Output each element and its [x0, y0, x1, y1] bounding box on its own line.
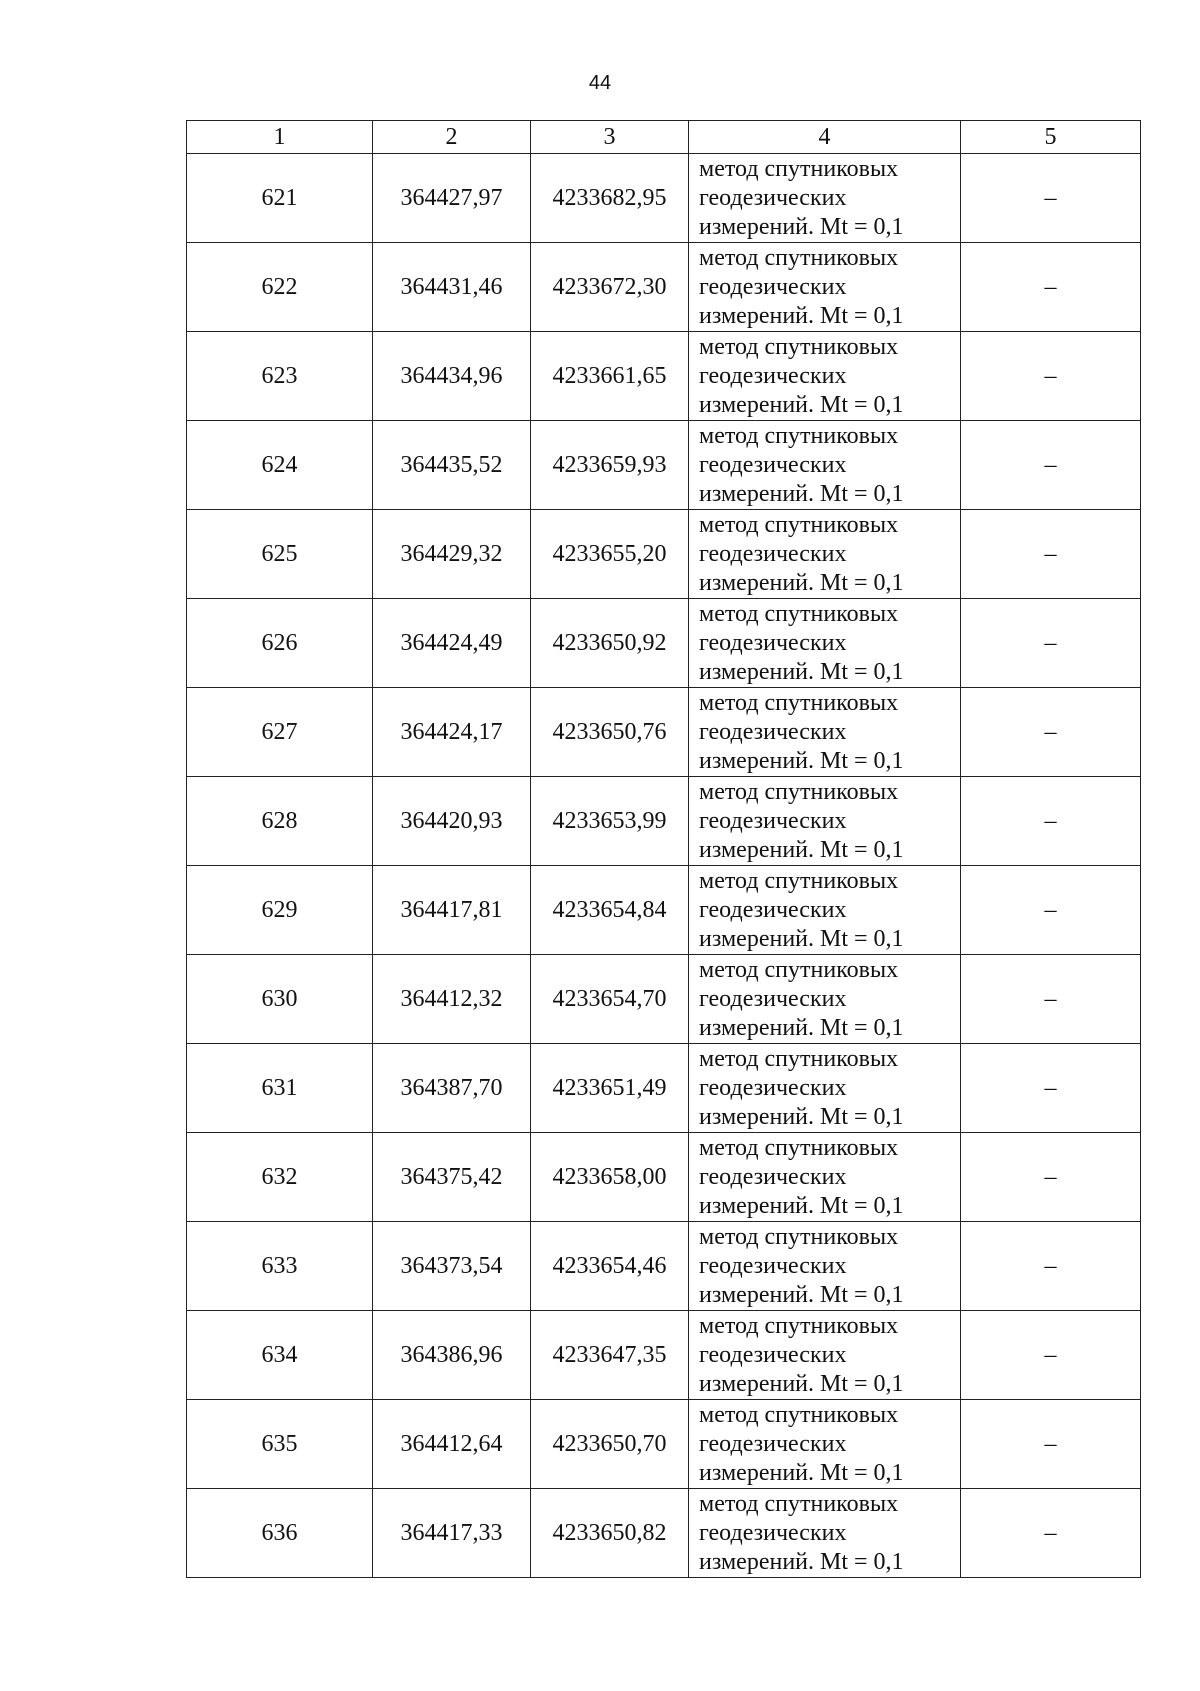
method-cell: [689, 1222, 961, 1311]
coordinates-table: [186, 120, 1141, 1578]
note-cell: –: [961, 332, 1141, 421]
method-line: метод спутниковых: [699, 956, 899, 983]
method-line: измерений. Mt = 0,1: [699, 658, 904, 685]
method-cell: [689, 599, 961, 688]
method-line: измерений. Mt = 0,1: [699, 302, 904, 329]
method-cell: [689, 154, 961, 243]
method-line: измерений. Mt = 0,1: [699, 569, 904, 596]
method-line: геодезических: [699, 1252, 847, 1279]
note-cell: –: [961, 1133, 1141, 1222]
y-coordinate-cell: 4233658,00: [531, 1133, 689, 1222]
table-row: [187, 688, 1141, 777]
method-cell: [689, 510, 961, 599]
method-line: измерений. Mt = 0,1: [699, 1281, 904, 1308]
method-line: измерений. Mt = 0,1: [699, 391, 904, 418]
y-coordinate-cell: 4233654,70: [531, 955, 689, 1044]
method-cell: [689, 777, 961, 866]
point-number-cell: 631: [187, 1044, 373, 1133]
note-cell: –: [961, 1222, 1141, 1311]
x-coordinate-cell: 364387,70: [373, 1044, 531, 1133]
method-cell: [689, 688, 961, 777]
method-line: измерений. Mt = 0,1: [699, 1370, 904, 1397]
y-coordinate-cell: 4233654,46: [531, 1222, 689, 1311]
method-cell: [689, 421, 961, 510]
method-line: геодезических: [699, 985, 847, 1012]
method-line: метод спутниковых: [699, 244, 899, 271]
method-line: метод спутниковых: [699, 333, 899, 360]
method-line: измерений. Mt = 0,1: [699, 1014, 904, 1041]
note-cell: –: [961, 421, 1141, 510]
method-line: измерений. Mt = 0,1: [699, 480, 904, 507]
point-number-cell: 630: [187, 955, 373, 1044]
method-line: метод спутниковых: [699, 600, 899, 627]
table-row: [187, 154, 1141, 243]
y-coordinate-cell: 4233650,70: [531, 1400, 689, 1489]
y-coordinate-cell: 4233650,82: [531, 1489, 689, 1578]
method-line: измерений. Mt = 0,1: [699, 1192, 904, 1219]
note-cell: –: [961, 1489, 1141, 1578]
y-coordinate-cell: 4233650,76: [531, 688, 689, 777]
method-line: геодезических: [699, 1074, 847, 1101]
table-row: [187, 1311, 1141, 1400]
method-cell: [689, 1044, 961, 1133]
note-cell: –: [961, 777, 1141, 866]
x-coordinate-cell: 364427,97: [373, 154, 531, 243]
table-row: [187, 1044, 1141, 1133]
method-line: метод спутниковых: [699, 778, 899, 805]
method-line: геодезических: [699, 807, 847, 834]
header-cell-3: 3: [531, 121, 689, 154]
note-cell: –: [961, 1044, 1141, 1133]
y-coordinate-cell: 4233661,65: [531, 332, 689, 421]
method-line: геодезических: [699, 1341, 847, 1368]
header-row: [187, 121, 1141, 154]
method-line: метод спутниковых: [699, 689, 899, 716]
note-cell: –: [961, 955, 1141, 1044]
method-line: измерений. Mt = 0,1: [699, 1459, 904, 1486]
y-coordinate-cell: 4233647,35: [531, 1311, 689, 1400]
note-cell: –: [961, 510, 1141, 599]
point-number-cell: 626: [187, 599, 373, 688]
x-coordinate-cell: 364434,96: [373, 332, 531, 421]
method-line: метод спутниковых: [699, 1134, 899, 1161]
method-line: геодезических: [699, 273, 847, 300]
method-cell: [689, 1311, 961, 1400]
method-cell: [689, 332, 961, 421]
table-row: [187, 866, 1141, 955]
method-line: метод спутниковых: [699, 422, 899, 449]
method-line: геодезических: [699, 629, 847, 656]
page-number: 44: [588, 72, 612, 94]
method-line: метод спутниковых: [699, 1490, 899, 1517]
note-cell: –: [961, 1311, 1141, 1400]
method-line: геодезических: [699, 540, 847, 567]
x-coordinate-cell: 364424,17: [373, 688, 531, 777]
note-cell: –: [961, 154, 1141, 243]
y-coordinate-cell: 4233651,49: [531, 1044, 689, 1133]
coordinates-table-container: [186, 120, 1140, 1578]
table-row: [187, 510, 1141, 599]
method-line: геодезических: [699, 184, 847, 211]
method-line: измерений. Mt = 0,1: [699, 1103, 904, 1130]
header-cell-4: 4: [689, 121, 961, 154]
method-cell: [689, 243, 961, 332]
point-number-cell: 629: [187, 866, 373, 955]
method-cell: [689, 1133, 961, 1222]
method-line: метод спутниковых: [699, 1401, 899, 1428]
table-row: [187, 332, 1141, 421]
table-body: [187, 154, 1141, 1578]
x-coordinate-cell: 364424,49: [373, 599, 531, 688]
y-coordinate-cell: 4233672,30: [531, 243, 689, 332]
header-cell-2: 2: [373, 121, 531, 154]
note-cell: –: [961, 866, 1141, 955]
x-coordinate-cell: 364412,32: [373, 955, 531, 1044]
x-coordinate-cell: 364417,33: [373, 1489, 531, 1578]
x-coordinate-cell: 364431,46: [373, 243, 531, 332]
note-cell: –: [961, 243, 1141, 332]
table-row: [187, 599, 1141, 688]
y-coordinate-cell: 4233659,93: [531, 421, 689, 510]
y-coordinate-cell: 4233654,84: [531, 866, 689, 955]
method-line: метод спутниковых: [699, 1223, 899, 1250]
method-line: измерений. Mt = 0,1: [699, 747, 904, 774]
table-row: [187, 1133, 1141, 1222]
table-row: [187, 1400, 1141, 1489]
y-coordinate-cell: 4233655,20: [531, 510, 689, 599]
table-row: [187, 1222, 1141, 1311]
method-line: геодезических: [699, 896, 847, 923]
x-coordinate-cell: 364412,64: [373, 1400, 531, 1489]
header-cell-5: 5: [961, 121, 1141, 154]
method-cell: [689, 955, 961, 1044]
point-number-cell: 621: [187, 154, 373, 243]
x-coordinate-cell: 364420,93: [373, 777, 531, 866]
x-coordinate-cell: 364429,32: [373, 510, 531, 599]
x-coordinate-cell: 364435,52: [373, 421, 531, 510]
table-header: [187, 121, 1141, 154]
point-number-cell: 634: [187, 1311, 373, 1400]
method-line: геодезических: [699, 1163, 847, 1190]
x-coordinate-cell: 364373,54: [373, 1222, 531, 1311]
point-number-cell: 622: [187, 243, 373, 332]
method-line: метод спутниковых: [699, 1045, 899, 1072]
point-number-cell: 628: [187, 777, 373, 866]
method-cell: [689, 866, 961, 955]
method-cell: [689, 1400, 961, 1489]
point-number-cell: 625: [187, 510, 373, 599]
point-number-cell: 627: [187, 688, 373, 777]
point-number-cell: 633: [187, 1222, 373, 1311]
table-row: [187, 243, 1141, 332]
method-line: измерений. Mt = 0,1: [699, 213, 904, 240]
x-coordinate-cell: 364386,96: [373, 1311, 531, 1400]
table-row: [187, 955, 1141, 1044]
method-line: метод спутниковых: [699, 867, 899, 894]
method-line: геодезических: [699, 718, 847, 745]
method-line: геодезических: [699, 1519, 847, 1546]
method-line: геодезических: [699, 451, 847, 478]
point-number-cell: 623: [187, 332, 373, 421]
point-number-cell: 636: [187, 1489, 373, 1578]
x-coordinate-cell: 364417,81: [373, 866, 531, 955]
y-coordinate-cell: 4233682,95: [531, 154, 689, 243]
table-row: [187, 1489, 1141, 1578]
method-line: метод спутниковых: [699, 1312, 899, 1339]
table-row: [187, 777, 1141, 866]
method-line: метод спутниковых: [699, 511, 899, 538]
method-line: геодезических: [699, 1430, 847, 1457]
point-number-cell: 632: [187, 1133, 373, 1222]
table-row: [187, 421, 1141, 510]
method-line: измерений. Mt = 0,1: [699, 925, 904, 952]
point-number-cell: 635: [187, 1400, 373, 1489]
method-line: измерений. Mt = 0,1: [699, 836, 904, 863]
header-cell-1: 1: [187, 121, 373, 154]
x-coordinate-cell: 364375,42: [373, 1133, 531, 1222]
note-cell: –: [961, 599, 1141, 688]
method-line: геодезических: [699, 362, 847, 389]
method-line: метод спутниковых: [699, 155, 899, 182]
method-cell: [689, 1489, 961, 1578]
y-coordinate-cell: 4233650,92: [531, 599, 689, 688]
y-coordinate-cell: 4233653,99: [531, 777, 689, 866]
point-number-cell: 624: [187, 421, 373, 510]
method-line: измерений. Mt = 0,1: [699, 1548, 904, 1575]
note-cell: –: [961, 688, 1141, 777]
note-cell: –: [961, 1400, 1141, 1489]
